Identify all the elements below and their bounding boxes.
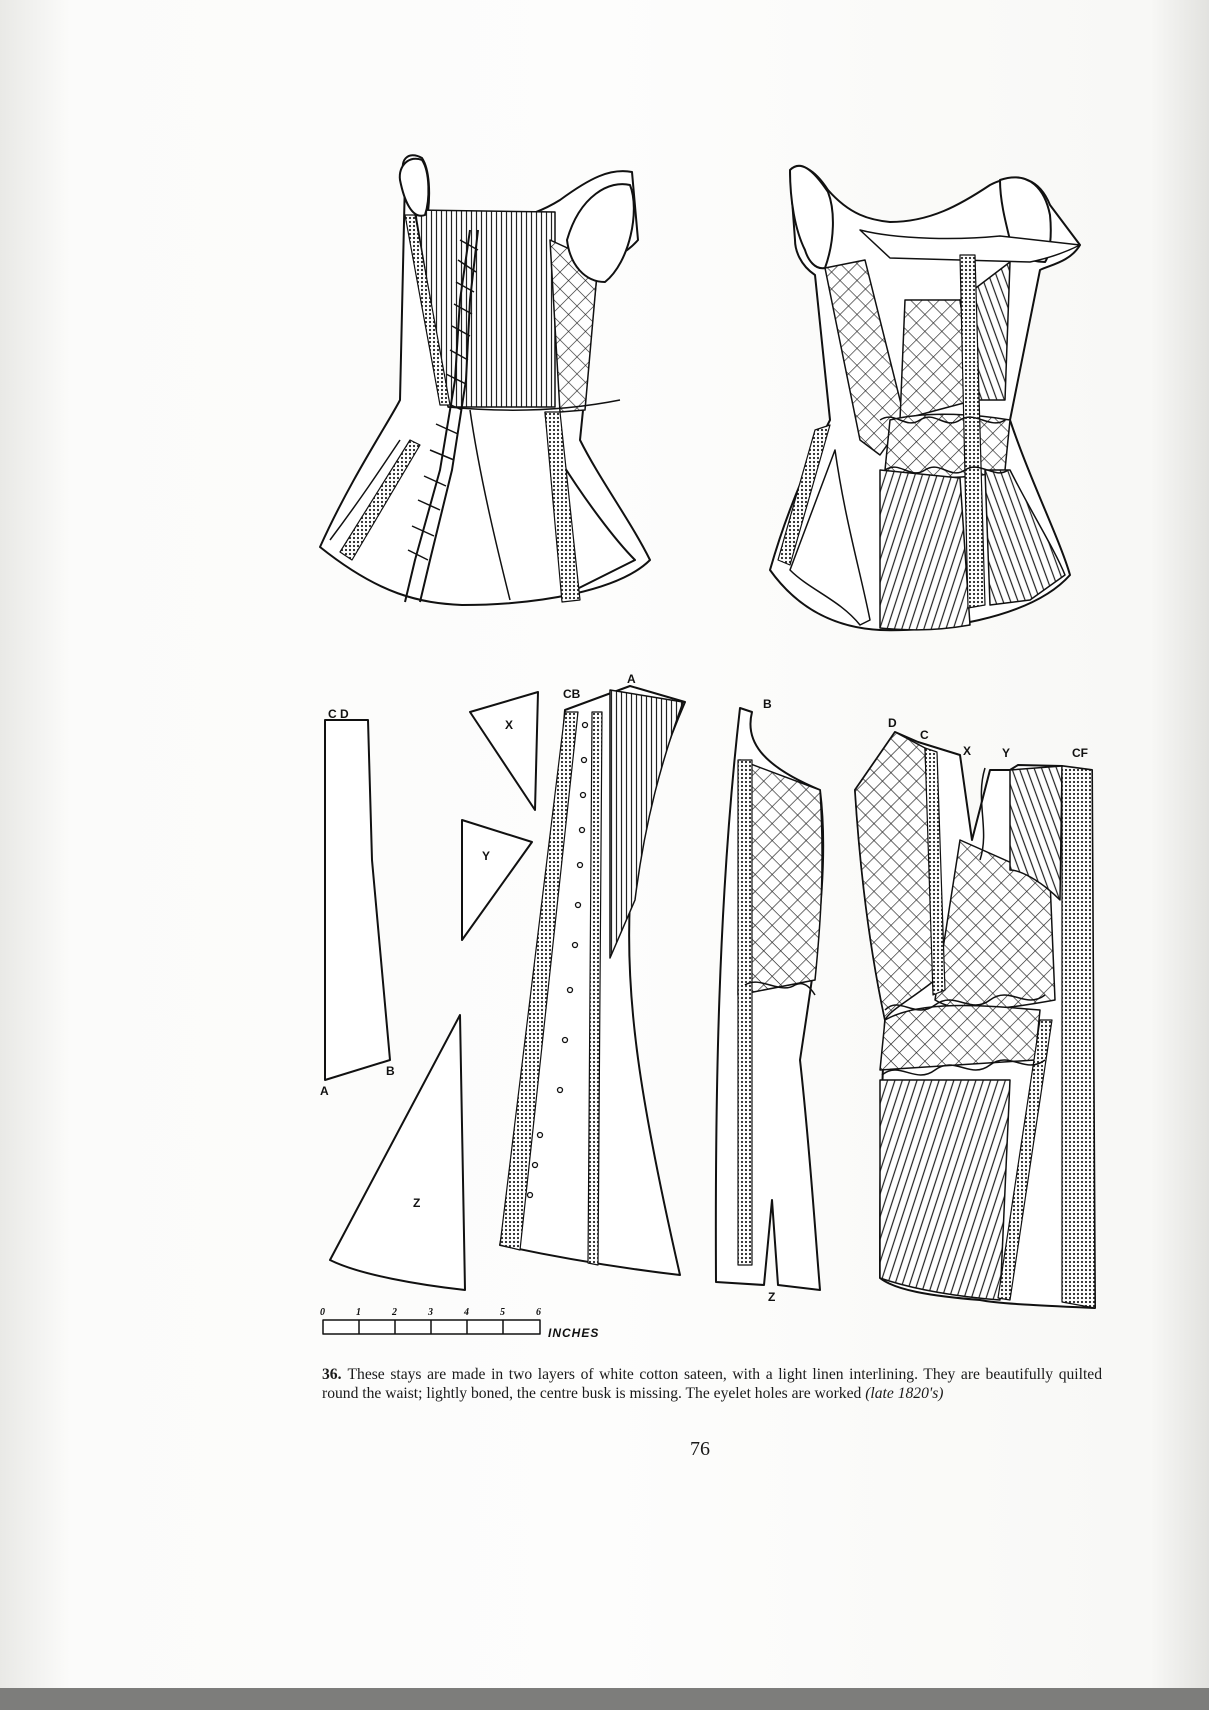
- label-z-back: Z: [768, 1290, 776, 1304]
- label-b-side: B: [386, 1064, 395, 1078]
- label-cd: C D: [328, 707, 349, 721]
- scale-tick-2: 2: [392, 1307, 397, 1318]
- scale-tick-5: 5: [500, 1307, 505, 1318]
- scale-units: INCHES: [548, 1326, 600, 1340]
- label-c: C: [920, 728, 929, 742]
- label-d: D: [888, 716, 897, 730]
- pattern-piece-side-back: [716, 708, 823, 1290]
- page-number: 76: [690, 1438, 710, 1460]
- label-cf: CF: [1072, 746, 1088, 760]
- figure-number: 36.: [322, 1366, 342, 1383]
- gusset-y: [462, 820, 532, 940]
- pattern-piece-side: [325, 720, 390, 1080]
- label-x: X: [505, 718, 514, 732]
- scale-tick-6: 6: [536, 1307, 541, 1318]
- label-y-front: Y: [1002, 746, 1011, 760]
- date-note: (late 1820's): [865, 1384, 944, 1402]
- label-x-front: X: [963, 744, 972, 758]
- front-view-drawing: [320, 155, 650, 605]
- scale-tick-1: 1: [356, 1307, 361, 1318]
- figure-caption: [322, 1366, 1102, 1403]
- caption-text: These stays are made in two layers of white cotton sateen, with a light linen interlining. They are beautifully quilted round the waist; lightly boned, the centre busk is missing. The eyelet holes are worked: [322, 1366, 1102, 1402]
- back-view-drawing: [770, 166, 1080, 630]
- label-a-back: A: [627, 672, 636, 686]
- label-z-gore: Z: [413, 1196, 421, 1210]
- label-a-side: A: [320, 1084, 329, 1098]
- label-y: Y: [482, 849, 491, 863]
- pattern-piece-front: [855, 732, 1095, 1308]
- gusset-x: [470, 692, 538, 810]
- scale-tick-4: 4: [464, 1307, 469, 1318]
- scale-bar: [323, 1320, 540, 1334]
- label-b-back: B: [763, 697, 772, 711]
- scale-tick-3: 3: [428, 1307, 433, 1318]
- scale-tick-0: 0: [320, 1307, 325, 1318]
- label-cb: CB: [563, 687, 581, 701]
